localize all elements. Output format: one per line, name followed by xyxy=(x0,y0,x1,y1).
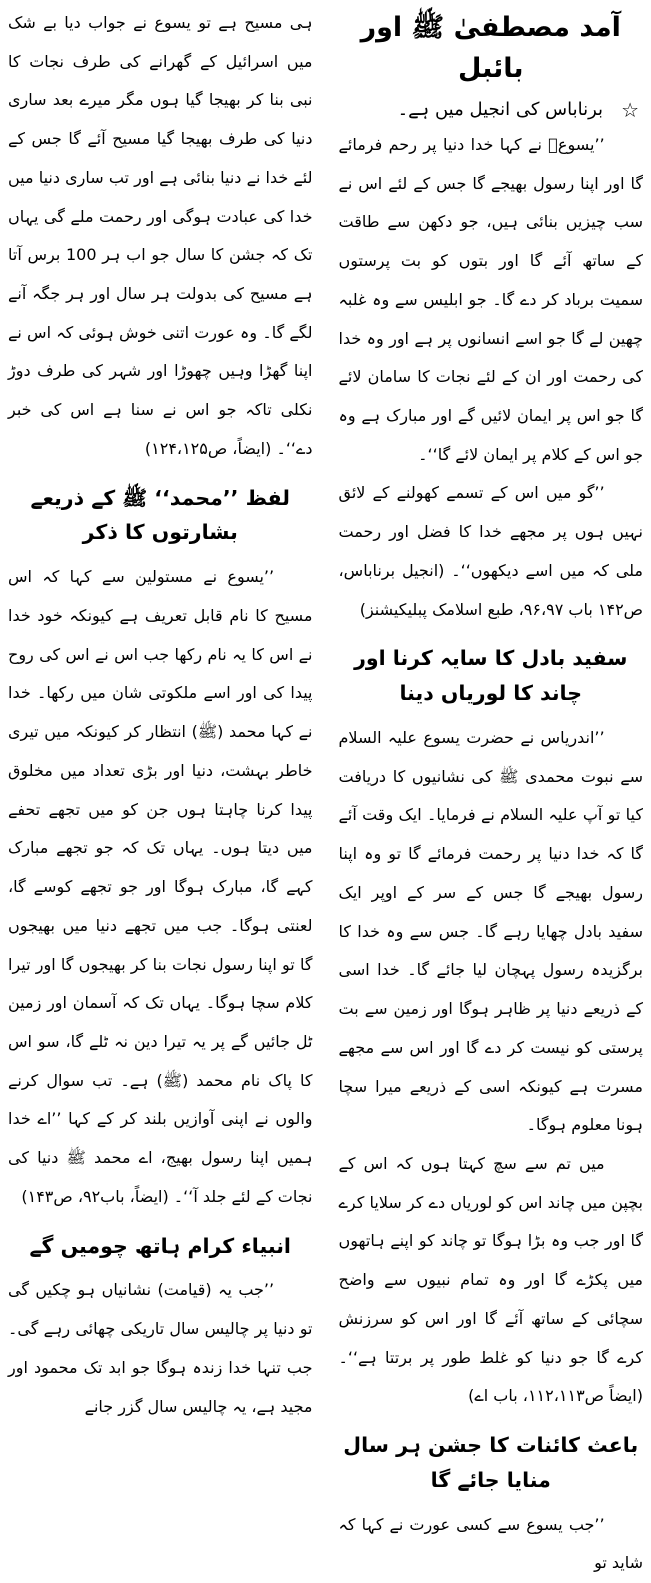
star-icon: ☆ xyxy=(621,97,639,122)
right-column xyxy=(338,4,644,1573)
paragraph-quote-6: ’’یسوع نے مستولین سے کہا کہ اس مسیح کا نام قابل تعریف ہے کیونکہ خود خدا نے اس کا یہ نام رکھا جب اس نے اس کی روح پیدا کی اور اسے ملکوتی شان میں رکھا۔ خدا نے کہا محمد (ﷺ) انتظار کر کیونکہ میں تیری خاطر بہشت، دنیا اور بڑی تعداد میں مخلوق پیدا کرنا چاہتا ہوں جن کو میں تجھے تحفے میں دیتا ہوں۔ یہاں تک کہ جو تجھے مبارک کہے گا، مبارک ہوگا اور جو تجھے کوسے گا، لعنتی ہوگا۔ جب میں تجھے دنیا میں بھیجوں گا تو اپنا رسول نجات بنا کر بھیجوں گا اور تیرا کلام سچا ہوگا۔ یہاں تک کہ آسمان اور زمین ٹل جائیں گے پر یہ تیرا دین نہ ٹلے گا، سو اس کا پاک نام محمد (ﷺ) ہے۔ تب سوال کرنے والوں نے اپنی آوازیں بلند کر کے کہا ’’اے خدا ہمیں اپنا رسول بھیج، اے محمد ﷺ دنیا کی نجات کے لئے جلد آ‘‘۔ (ایضاً، باب۹۲، ص۱۴۳) xyxy=(8,567,313,1206)
paragraph-quote-5: ’’جب یسوع سے کسی عورت نے کہا کہ شاید تو xyxy=(338,1514,643,1573)
paragraph-quote-1: ’’یسوعؑ نے کہا خدا دنیا پر رحم فرمائے گا اور اپنا رسول بھیجے گا جس کے لئے اس نے سب چیزیں بنائی ہیں، جو دکھن سے طاقت کے ساتھ آئے گا اور بتوں کو بت پرستوں سمیت برباد کر دے گا۔ جو ابلیس سے وہ غلبہ چھین لے گا جو اسے انسانوں پر ہے اور وہ خدا کی رحمت اور ان کے لئے نجات کا سامان لائے گا جو اس پر ایمان لائیں گے اور مبارک ہے وہ جو اس کے کلام پر ایمان لائے گا‘‘۔ xyxy=(338,135,643,464)
section-heading-celebration: باعث کائنات کا جشن ہر سال منایا جائے گا xyxy=(343,1432,639,1492)
intro-line xyxy=(343,99,640,120)
section-heading-word-muhammad: لفظ ’’محمد‘‘ ﷺ کے ذریعے بشارتوں کا ذکر xyxy=(30,485,290,545)
section-heading-prophets-kiss-hand: انبیاء کرام ہاتھ چومیں گے xyxy=(29,1233,291,1258)
section-heading-white-cloud: سفید بادل کا سایہ کرنا اور چاند کا لوریاں دینا xyxy=(354,646,628,706)
intro-line-text: برناباس کی انجیل میں ہے۔ xyxy=(397,99,604,120)
paragraph-continuation: ہی مسیح ہے تو یسوع نے جواب دیا بے شک میں اسرائیل کے گھرانے کی طرف نجات کا نبی بنا کر بھیجا گیا ہوں مگر میرے بعد ساری دنیا کی طرف بھیجا گیا مسیح آئے گا جس کے لئے خدا نے دنیا بنائی ہے اور تب ساری دنیا میں خدا کی عبادت ہوگی اور رحمت ملے گی یہاں تک کہ جشن کا سال جو اب ہر 100 برس آتا ہے مسیح کی بدولت ہر سال اور ہر جگہ آنے لگے گا۔ وہ عورت اتنی خوش ہوئی کہ اس نے اپنا گھڑا وہیں چھوڑا اور شہر کی طرف دوڑ نکلی تاکہ جو اس نے سنا ہے اس کی خبر دے‘‘۔ (ایضاً، ص۱۲۴،۱۲۵) xyxy=(8,13,313,458)
left-column xyxy=(8,4,313,1416)
paragraph-quote-2: ’’گو میں اس کے تسمے کھولنے کے لائق نہیں ہوں پر مجھے خدا کا فضل اور رحمت ملی کہ میں اسے دیکھوں‘‘۔ (انجیل برناباس، ص۱۴۲ باب ۹۶،۹۷، طبع اسلامک پبلیکیشنز) xyxy=(338,483,643,619)
paragraph-quote-3: ’’اندریاس نے حضرت یسوع علیہ السلام سے نبوت محمدی ﷺ کی نشانیوں کا دریافت کیا تو آپ علیہ السلام نے فرمایا۔ ایک وقت آئے گا کہ خدا دنیا پر رحمت فرمائے گا تو وہ اپنا رسول بھیجے گا جس کے سر کے اوپر ایک سفید بادل چھایا رہے گا۔ جس سے وہ خدا کا برگزیدہ رسول پہچان لیا جائے گا۔ خدا اسی کے ذریعے دنیا پر ظاہر ہوگا اور زمین سے بت پرستی کو نیست کر دے گا اور اس سے مجھے مسرت ہے کیونکہ اسی کے ذریعے میرا سچا ہونا معلوم ہوگا۔ xyxy=(338,728,643,1135)
article-title: آمد مصطفیٰ ﷺ اور بائبل xyxy=(360,12,621,84)
paragraph-quote-7: ’’جب یہ (قیامت) نشانیاں ہو چکیں گی تو دنیا پر چالیس سال تاریکی چھائی رہے گی۔ جب تنہا خدا زندہ ہوگا جو ابد تک محمود اور مجید ہے، یہ چالیس سال گزر جانے xyxy=(8,1280,313,1416)
paragraph-quote-4: میں تم سے سچ کہتا ہوں کہ اس کے بچپن میں چاند اس کو لوریاں دے کر سلایا کرے گا اور جب وہ بڑا ہوگا تو چاند کو اپنے ہاتھوں میں پکڑے گا اور وہ تمام نبیوں سے واضح سچائی کے ساتھ آئے گا اور اس کو سرزنش کرے گا جو دنیا کو غلط طور پر برتتا ہے‘‘۔ (ایضاً ص۱۱۲،۱۱۳، باب اے) xyxy=(338,1153,643,1406)
